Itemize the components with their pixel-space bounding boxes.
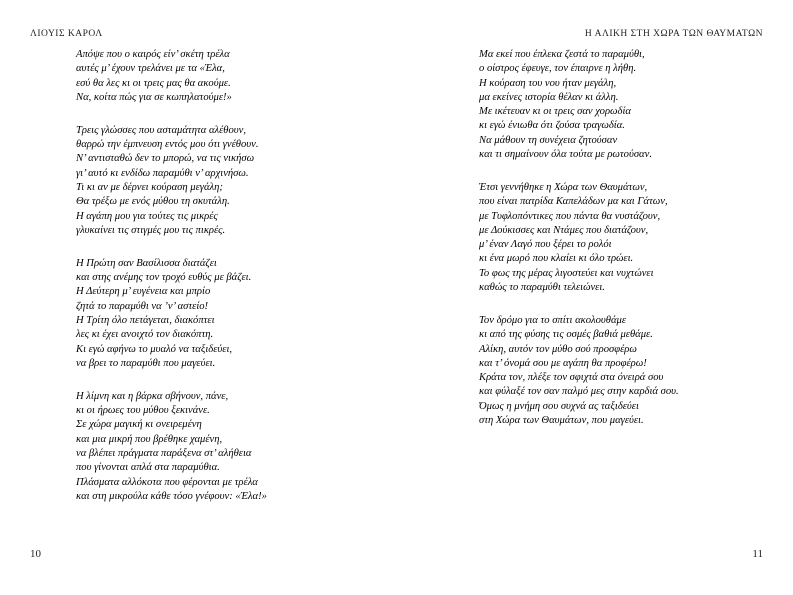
- verse-line: Απόψε που ο καιρός είν’ σκέτη τρέλα: [76, 49, 230, 60]
- verse-line: Πλάσματα αλλόκοτα που φέρονται με τρέλα: [76, 476, 258, 488]
- verse-line: Με ικέτευαν κι οι τρεις σαν χορωδία: [479, 106, 631, 118]
- verse-line: λες κι έχει ανοιχτό τον διακόπτη.: [76, 329, 214, 341]
- verse-line: κι από της φύσης τις οσμές βαθιά μεθάμε.: [479, 329, 653, 341]
- verse-line: γλυκαίνει τις στιγμές μου τις πικρές.: [76, 224, 226, 236]
- verse-line: Η Τρίτη όλο πετάγεται, διακόπτει: [76, 314, 215, 326]
- verse-line: Τρεις γλώσσες που ασταμάτητα αλέθουν,: [76, 124, 246, 136]
- verse-line: θαρρώ την έμπνευση εντός μου ότι γνέθουν.: [76, 139, 259, 151]
- verse-line: Η Δεύτερη μ’ ευγένεια και μπρίο: [76, 286, 211, 298]
- verse-line: γι’ αυτό κι ενδίδω παραμύθι ν’ αρχινήσω.: [76, 167, 249, 179]
- stanza: [76, 48, 267, 105]
- verse-line: ο οίστρος έφευγε, τον έπαιρνε η λήθη.: [479, 63, 637, 75]
- stanza: [76, 124, 267, 238]
- verse-line: Τον δρόμο για το σπίτι ακολουθάμε: [479, 314, 627, 326]
- verse-line: και μια μικρή που βρέθηκε χαμένη,: [76, 433, 223, 445]
- verse-line: Κράτα τον, πλέξε τον σφιχτά στα όνειρά σου: [479, 372, 664, 384]
- verse-line: να βρει το παραμύθι που μαγεύει.: [76, 357, 216, 369]
- stanza: [479, 181, 679, 295]
- verse-line: εσύ θα λες κι οι τρεις μας θα ακούμε.: [76, 77, 231, 89]
- verse-line: κι ένα μωρό που κλαίει κι όλο τρώει.: [479, 253, 634, 265]
- verse-line: με Τυφλοπόντικες που πάντα θα νυστάζουν,: [479, 210, 661, 222]
- stanza: [479, 314, 679, 428]
- verse-line: με Δούκισσες και Ντάμες που διατάζουν,: [479, 224, 649, 236]
- verse-line: κι εγώ ένιωθα ότι ζούσα τραγωδία.: [479, 120, 625, 132]
- right-page: [397, 0, 793, 595]
- verse-line: Κι εγώ αφήνω το μυαλό να ταξιδεύει,: [76, 343, 233, 355]
- verse-line: Ν’ αντισταθώ δεν το μπορώ, να τις νικήσω: [76, 153, 255, 165]
- page-number-left: 10: [30, 548, 41, 560]
- verse-line: Να, κοίτα πώς για σε κωπηλατούμε!»: [76, 91, 232, 103]
- verse-line: ζητά το παραμύθι να ’ν’ αστείο!: [76, 300, 209, 312]
- poem-left: [76, 48, 267, 504]
- verse-line: και φύλαξέ τον σαν παλμό μες στην καρδιά σου.: [479, 386, 679, 398]
- verse-line: Η Πρώτη σαν Βασίλισσα διατάζει: [76, 257, 217, 269]
- verse-line: Μα εκεί που έπλεκα ζεστά το παραμύθι,: [479, 49, 645, 60]
- verse-line: και στη μικρούλα κάθε τόσο γνέφουν: «Έλα!»: [76, 490, 267, 502]
- verse-line: στη Χώρα των Θαυμάτων, που μαγεύει.: [479, 415, 644, 427]
- verse-line: Η αγάπη μου για τούτες τις μικρές: [76, 210, 218, 222]
- verse-line: Όμως η μνήμη σου συχνά ας ταξιδεύει: [479, 400, 639, 412]
- verse-line: κι οι ήρωες του μύθου ξεκινάνε.: [76, 405, 210, 417]
- verse-line: Η κούραση του νου ήταν μεγάλη,: [479, 77, 617, 89]
- verse-line: καθώς το παραμύθι τελειώνει.: [479, 282, 605, 294]
- stanza: [76, 390, 267, 504]
- poem-right: [479, 48, 679, 428]
- page-number-right: 11: [752, 548, 763, 560]
- verse-line: μα εκείνες ιστορία θέλαν κι άλλη.: [479, 91, 619, 103]
- left-page: [0, 0, 396, 595]
- verse-line: και τ’ όνομά σου με αγάπη θα προφέρω!: [479, 357, 647, 369]
- verse-line: Τι κι αν με δέρνει κούραση μεγάλη;: [76, 181, 223, 193]
- stanza: [479, 48, 679, 162]
- running-head-author: ΛΙΟΥΙΣ ΚΑΡΟΛ: [30, 29, 103, 39]
- verse-line: Αλίκη, αυτόν τον μύθο σού προσφέρω: [479, 343, 637, 355]
- verse-line: να βλέπει πράγματα παράξενα στ’ αλήθεια: [76, 447, 252, 459]
- verse-line: Σε χώρα μαγική κι ονειρεμένη: [76, 419, 202, 431]
- verse-line: Το φως της μέρας λιγοστεύει και νυχτώνει: [479, 267, 654, 279]
- verse-line: Έτσι γεννήθηκε η Χώρα των Θαυμάτων,: [479, 181, 648, 193]
- verse-line: και τι σημαίνουν όλα τούτα με ρωτούσαν.: [479, 149, 652, 161]
- verse-line: που γίνονται απλά στα παραμύθια.: [76, 462, 220, 474]
- verse-line: αυτές μ’ έχουν τρελάνει με τα «Έλα,: [76, 63, 225, 75]
- verse-line: μ’ έναν Λαγό που ξέρει το ρολόι: [479, 239, 612, 251]
- verse-line: Η λίμνη και η βάρκα σβήνουν, πάνε,: [76, 390, 229, 402]
- verse-line: και στης ανέμης τον τροχό ευθύς με βάζει.: [76, 272, 252, 284]
- verse-line: Να μάθουν τη συνέχεια ζητούσαν: [479, 134, 618, 146]
- stanza: [76, 257, 267, 371]
- verse-line: Θα τρέξω με ενός μύθου τη σκυτάλη.: [76, 196, 230, 208]
- verse-line: που είναι πατρίδα Καπελάδων μα και Γάτων,: [479, 196, 668, 208]
- running-head-title: Η ΑΛΙΚΗ ΣΤΗ ΧΩΡΑ ΤΩΝ ΘΑΥΜΑΤΩΝ: [584, 29, 763, 39]
